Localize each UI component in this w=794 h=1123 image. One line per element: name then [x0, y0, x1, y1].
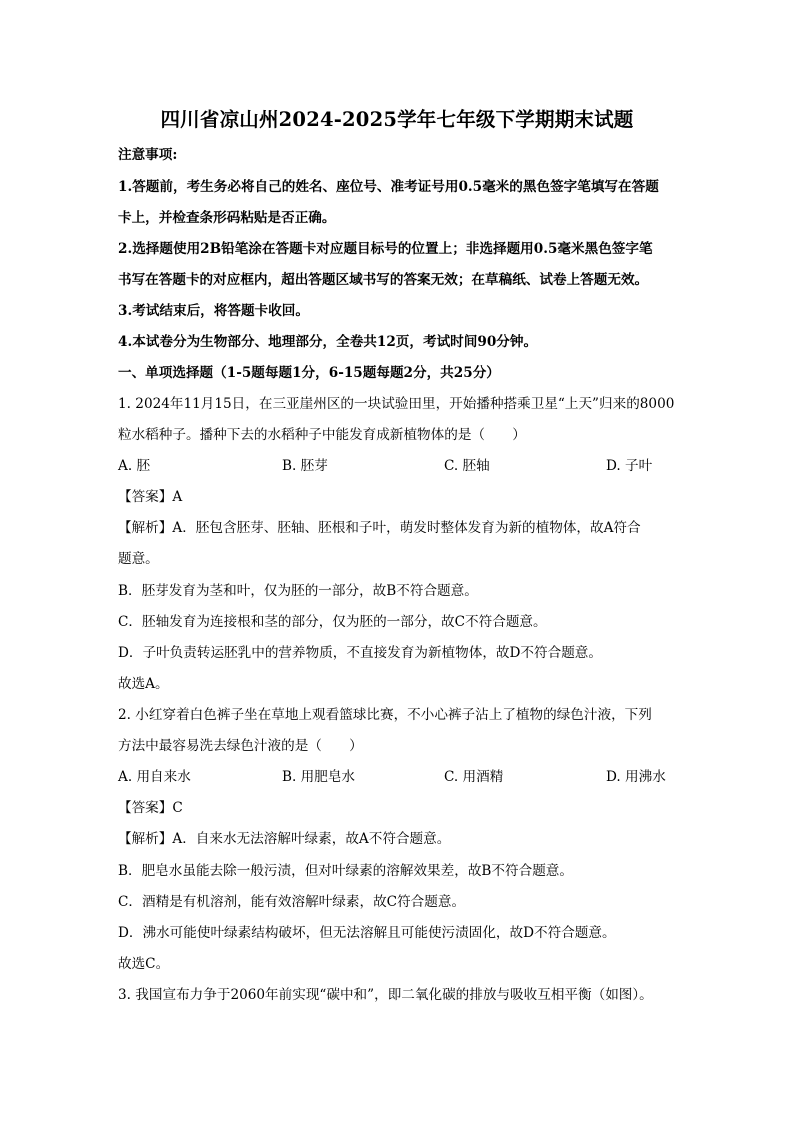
option-c: C. 用酒精 [444, 769, 504, 785]
option-c: C. 胚轴 [444, 458, 490, 474]
question-stem: 1. 2024年11月15日，在三亚崖州区的一块试验田里，开始播种搭乘卫星“上天”归来的8000 [118, 396, 675, 412]
notice-line: 3.考试结束后，将答题卡收回。 [118, 303, 309, 319]
analysis-line: B．肥皂水虽能去除一般污渍，但对叶绿素的溶解效果差，故B不符合题意。 [118, 863, 573, 879]
document-title: 四川省凉山州2024-2025学年七年级下学期期末试题 [160, 108, 634, 131]
notice-line: 1.答题前，考生务必将自己的姓名、座位号、准考证号用0.5毫米的黑色签字笔填写在答题 [118, 179, 659, 195]
notice-line: 书写在答题卡的对应框内，超出答题区域书写的答案无效；在草稿纸、试卷上答题无效。 [118, 272, 649, 288]
option-d: D. 用沸水 [606, 769, 666, 785]
section-heading: 一、单项选择题（1-5题每题1分，6-15题每题2分，共25分） [118, 365, 500, 381]
analysis-line: 题意。 [118, 551, 159, 567]
notice-line: 卡上，并检查条形码粘贴是否正确。 [118, 210, 336, 226]
notice-line: 2.选择题使用2B铅笔涂在答题卡对应题目标号的位置上；非选择题用0.5毫米黑色签字笔 [118, 241, 653, 257]
analysis-line: C．胚轴发育为连接根和茎的部分，仅为胚的一部分，故C不符合题意。 [118, 614, 547, 630]
analysis-line: 故选A。 [118, 676, 169, 692]
question-stem: 3. 我国宣布力争于2060年前实现“碳中和”，即二氧化碳的排放与吸收互相平衡（如图）。 [118, 987, 653, 1003]
analysis-line: 故选C。 [118, 956, 170, 972]
answer-line: 【答案】C [118, 800, 183, 816]
analysis-line: D．沸水可能使叶绿素结构破坏，但无法溶解且可能使污渍固化，故D不符合题意。 [118, 925, 616, 941]
notice-line: 4.本试卷分为生物部分、地理部分，全卷共12页，考试时间90分钟。 [118, 334, 538, 350]
answer-line: 【答案】A [118, 489, 183, 505]
option-a: A. 胚 [118, 458, 151, 474]
question-stem: 方法中最容易洗去绿色汁液的是（ ） [118, 738, 363, 754]
analysis-line: B．胚芽发育为茎和叶，仅为胚的一部分，故B不符合题意。 [118, 583, 478, 599]
notice-heading: 注意事项: [118, 147, 178, 163]
analysis-line: 【解析】A．自来水无法溶解叶绿素，故A不符合题意。 [118, 831, 451, 847]
analysis-line: D．子叶负责转运胚乳中的营养物质，不直接发育为新植物体，故D不符合题意。 [118, 645, 602, 661]
option-b: B. 胚芽 [282, 458, 328, 474]
analysis-line: 【解析】A．胚包含胚芽、胚轴、胚根和子叶，萌发时整体发育为新的植物体，故A符合 [118, 520, 641, 536]
question-stem: 2. 小红穿着白色裤子坐在草地上观看篮球比赛，不小心裤子沾上了植物的绿色汁液，下列 [118, 707, 652, 723]
analysis-line: C．酒精是有机溶剂，能有效溶解叶绿素，故C符合题意。 [118, 894, 466, 910]
option-b: B. 用肥皂水 [282, 769, 356, 785]
question-stem: 粒水稻种子。播种下去的水稻种子中能发育成新植物体的是（ ） [118, 427, 526, 443]
option-a: A. 用自来水 [118, 769, 191, 785]
option-d: D. 子叶 [606, 458, 653, 474]
